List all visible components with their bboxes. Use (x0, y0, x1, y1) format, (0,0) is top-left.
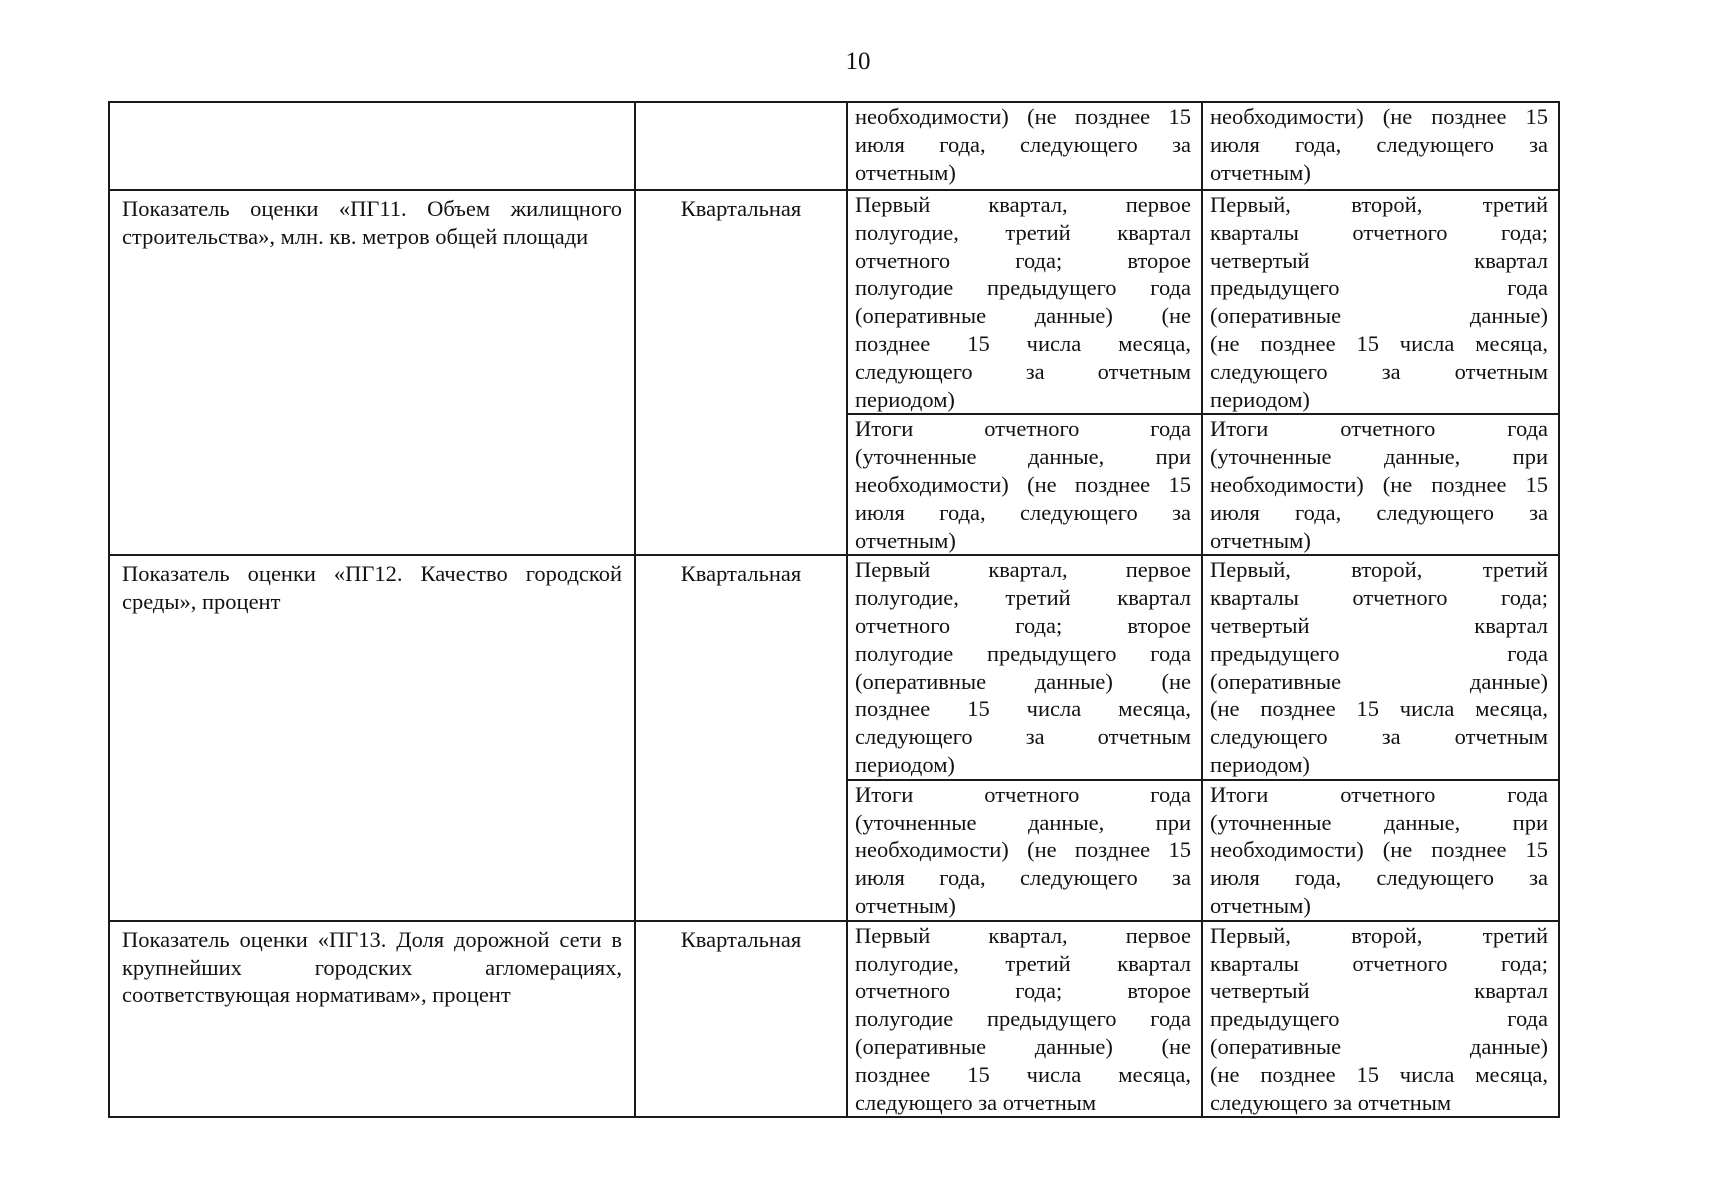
indicator-cell: Показатель оценки «ПГ11. Объем жилищного строительства», млн. кв. метров общей площади (109, 190, 635, 555)
text-line: кварталы отчетного года; (1210, 585, 1548, 611)
deadline-cell (1202, 921, 1559, 1118)
text-line: полугодие предыдущего года (855, 1006, 1191, 1032)
text-line: необходимости) (не позднее 15 (855, 837, 1191, 863)
text-line: предыдущего года (1210, 275, 1548, 301)
text-line: отчетного года; второе (855, 612, 1191, 638)
text-line: (оперативные данные) (не (855, 668, 1191, 694)
text-line: полугодие, третий квартал (855, 219, 1191, 245)
text-line: четвертый квартал (1210, 978, 1548, 1004)
text-line: отчетным) (1210, 159, 1311, 185)
deadline-cell (1202, 190, 1559, 414)
text-line: отчетного года; второе (855, 247, 1191, 273)
deadline-cell (847, 414, 1202, 555)
text-line: (уточненные данные, при (1210, 444, 1548, 470)
text-line: необходимости) (не позднее 15 (1210, 471, 1548, 497)
text-line: Итоги отчетного года (1210, 416, 1548, 442)
text-line: Первый, второй, третий (1210, 922, 1548, 948)
text-line: периодом) (1210, 386, 1310, 412)
text-line: четвертый квартал (1210, 612, 1548, 638)
text-line: полугодие предыдущего года (855, 640, 1191, 666)
text-line: Первый, второй, третий (1210, 192, 1548, 217)
text-line: Итоги отчетного года (855, 416, 1191, 442)
text-line: Первый квартал, первое (855, 557, 1191, 583)
deadline-cell (847, 780, 1202, 921)
indicators-table (108, 101, 1560, 1118)
deadline-cell (1202, 555, 1559, 779)
text-line: следующего за отчетным (855, 724, 1191, 750)
text-line: отчетным) (1210, 527, 1311, 553)
text-line: июля года, следующего за (855, 131, 1191, 157)
text-line: (уточненные данные, при (855, 809, 1191, 835)
table-row (109, 102, 1559, 190)
text-line: июля года, следующего за (1210, 865, 1548, 891)
deadline-cell (1202, 102, 1559, 190)
page-number: 10 (845, 48, 871, 75)
text-line: Первый квартал, первое (855, 922, 1191, 948)
text-line: необходимости) (не позднее 15 (1210, 104, 1548, 129)
text-line: (не позднее 15 числа месяца, (1210, 696, 1548, 722)
periodicity-cell: Квартальная (635, 190, 847, 555)
text-line: необходимости) (не позднее 15 (855, 471, 1191, 497)
indicator-cell (109, 102, 635, 190)
text-line: полугодие, третий квартал (855, 950, 1191, 976)
text-line: периодом) (855, 751, 955, 777)
text-line: (уточненные данные, при (855, 444, 1191, 470)
deadline-cell (847, 102, 1202, 190)
text-line: следующего за отчетным (1210, 1089, 1452, 1115)
text-line: Первый, второй, третий (1210, 557, 1548, 583)
periodicity-cell: Квартальная (635, 555, 847, 920)
deadline-cell (1202, 780, 1559, 921)
text-line: предыдущего года (1210, 640, 1548, 666)
text-line: кварталы отчетного года; (1210, 219, 1548, 245)
text-line: отчетным) (855, 159, 956, 185)
text-line: (не позднее 15 числа месяца, (1210, 1061, 1548, 1087)
text-line: позднее 15 числа месяца, (855, 1061, 1191, 1087)
text-line: Итоги отчетного года (1210, 781, 1548, 807)
text-line: (оперативные данные) (1210, 303, 1548, 329)
text-line: (оперативные данные) (1210, 668, 1548, 694)
text-line: июля года, следующего за (855, 865, 1191, 891)
text-line: четвертый квартал (1210, 247, 1548, 273)
periodicity-cell: Квартальная (635, 921, 847, 1118)
text-line: следующего за отчетным (855, 1089, 1097, 1115)
text-line: июля года, следующего за (1210, 131, 1548, 157)
deadline-cell (847, 921, 1202, 1118)
table-row (109, 921, 1559, 1118)
text-line: полугодие предыдущего года (855, 275, 1191, 301)
table-row (109, 190, 1559, 414)
text-line: отчетным) (855, 892, 956, 918)
text-line: июля года, следующего за (855, 499, 1191, 525)
text-line: (оперативные данные) (не (855, 303, 1191, 329)
table-row (109, 555, 1559, 779)
text-line: Первый квартал, первое (855, 192, 1191, 217)
text-line: (оперативные данные) (1210, 1033, 1548, 1059)
text-line: следующего за отчетным (855, 358, 1191, 384)
text-line: следующего за отчетным (1210, 358, 1548, 384)
text-line: (не позднее 15 числа месяца, (1210, 330, 1548, 356)
text-line: отчетного года; второе (855, 978, 1191, 1004)
text-line: полугодие, третий квартал (855, 585, 1191, 611)
text-line: (оперативные данные) (не (855, 1033, 1191, 1059)
text-line: периодом) (1210, 751, 1310, 777)
indicator-cell: Показатель оценки «ПГ12. Качество городской среды», процент (109, 555, 635, 920)
text-line: июля года, следующего за (1210, 499, 1548, 525)
text-line: позднее 15 числа месяца, (855, 696, 1191, 722)
text-line: необходимости) (не позднее 15 (855, 104, 1191, 129)
deadline-cell (1202, 414, 1559, 555)
indicator-cell: Показатель оценки «ПГ13. Доля дорожной сети в крупнейших городских агломерациях, соответствующая нормативам», процент (109, 921, 635, 1118)
text-line: Итоги отчетного года (855, 781, 1191, 807)
text-line: периодом) (855, 386, 955, 412)
text-line: следующего за отчетным (1210, 724, 1548, 750)
text-line: отчетным) (1210, 892, 1311, 918)
text-line: необходимости) (не позднее 15 (1210, 837, 1548, 863)
text-line: отчетным) (855, 527, 956, 553)
deadline-cell (847, 555, 1202, 779)
text-line: предыдущего года (1210, 1006, 1548, 1032)
periodicity-cell (635, 102, 847, 190)
text-line: позднее 15 числа месяца, (855, 330, 1191, 356)
text-line: (уточненные данные, при (1210, 809, 1548, 835)
text-line: кварталы отчетного года; (1210, 950, 1548, 976)
deadline-cell (847, 190, 1202, 414)
